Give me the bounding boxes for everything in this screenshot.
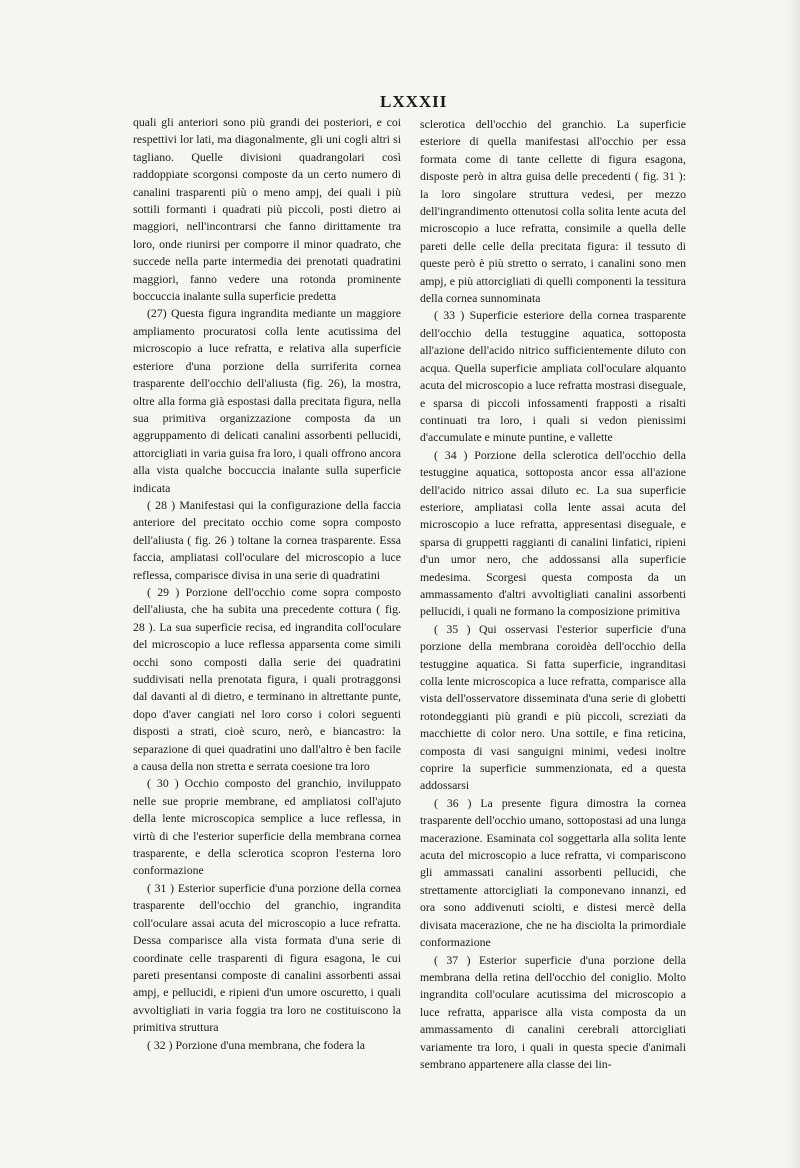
paragraph-28: ( 28 ) Manifestasi qui la configurazione della faccia anteriore del precitato occhio come sopra composto dell'aliusta ( fig. 26 ) toltane la cornea trasparente. Essa faccia, ampliatasi coll'oculare del microscopio a luce reflessa, comparisce divisa in una serie di quadratini xyxy=(133,497,401,582)
paragraph-31: ( 31 ) Esterior superficie d'una porzione della cornea trasparente dell'occhio del granchio, ingrandita coll'oculare assai acuta del microscopio a luce refratta. Dessa comparisce alla vista formata d'una serie di coordinate celle trasparenti di figura esagona, le cui pareti presentansi composte di canalini assorbenti assai ampj, e pellucidi, e ripieni d'un umore oscuretto, i quali avvoltigliati in varia foggia tra loro ne costituiscono la primitiva struttura xyxy=(133,880,401,1035)
paragraph-32-start: ( 32 ) Porzione d'una membrana, che fodera la xyxy=(147,1037,365,1052)
paragraph-36: ( 36 ) La presente figura dimostra la cornea trasparente dell'occhio umano, sottopostasi ad una lunga macerazione. Esaminata col soggettarla alla solita lente acuta del microscopio a luce refratta, vi compariscono gli ammassati canalini assorbenti pellucidi, che strettamente attorcigliati la componevano innanzi, ed ora sono addivenuti sciolti, e distesi mercè della divisata macerazione, che ne ha disciolta la primordiale conformazione xyxy=(420,795,686,950)
paragraph-29: ( 29 ) Porzione dell'occhio come sopra composto dell'aliusta, che ha subita una precedente cottura ( fig. 28 ). La sua superficie recisa, ed ingrandita coll'oculare del microscopio a luce reflessa apparsenta come simili occhi sono composti dalla serie dei quadratini suddivisati nella prenotata figura, i quali protraggonsi dal davanti al di dietro, e terminano in altrettante punte, dopo d'aver cangiati nel loro corso i colori seguenti disposti a strati, cioè scuro, nerò, e biancastro: la separazione di quei quadratini uno dall'altro è ben facile a causa della non stretta e serrata coesione tra loro xyxy=(133,584,401,774)
page-number: LXXXII xyxy=(380,92,448,111)
paragraph-26-continued: quali gli anteriori sono più grandi dei posteriori, e coi respettivi lor lati, ma diagonalmente, gli uni cogli altri si tagliano. Quelle divisioni quadrangolari così raddoppiate scorgonsi composte da un certo numero di canalini trasparenti più o meno ampj, dei quali i più sottili formanti i quadrati più piccoli, posti dietro ai maggiori, nell'incontrarsi che fanno dirittamente tra loro, onde riunirsi per comporre il minor quadrato, che succede nella parte intermedia dei prenotati quadratini maggiori, fanno vedere una rotonda prominente boccuccia inalante sulla superficie predetta xyxy=(133,115,401,304)
paragraph-27: (27) Questa figura ingrandita mediante un maggiore ampliamento procuratosi colla lente acutissima del microscopio a luce refratta, e relativa alla superficie esteriore d'una porzione della surriferita cornea trasparente dell'occhio dell'aliusta (fig. 26), la mostra, oltre alla forma già espostasi dalla precitata figura, nella sua primitiva organizzazione composta da un aggruppamento di delicati canalini assorbenti pellucidi, attorcigliati in varia guisa fra loro, i quali offrono ancora alla vista qualche boccuccia inalante sulla superficie indicata xyxy=(133,306,401,495)
left-column xyxy=(133,114,401,1054)
paragraph-32-continued: sclerotica dell'occhio del granchio. La superficie esteriore di quella manifestasi all'occhio per essa formata come di tante cellette di figura esagona, disposte però in altra guisa delle precedenti ( fig. 31 ): la loro singolare struttura vedesi, per mezzo dell'ingrandimento ottenutosi colla solita lente acuta del microscopio a luce refratta, consimile a quella delle pareti delle celle della precitata figura: il tessuto di queste però è più stretto o serrato, i canalini sono men ampj, e più attorcigliati di quelli componenti la tessitura della cornea sunnominata xyxy=(420,117,686,306)
page-edge-shadow xyxy=(786,0,800,1168)
right-column xyxy=(420,116,686,1073)
paragraph-33: ( 33 ) Superficie esteriore della cornea trasparente dell'occhio della testuggine aquatica, sottoposta all'azione dell'acido nitrico sufficientemente diluto con acqua. Quella superficie ampliata coll'oculare alquanto acuta del microscopio a luce refratta mostrasi diseguale, e sparsa di piccoli infossamenti frapposti a risalti continuati tra loro, i quali si vedon pienissimi d'accumulate e minute puntine, e vallette xyxy=(420,308,686,445)
paragraph-34: ( 34 ) Porzione della sclerotica dell'occhio della testuggine aquatica, sottoposta ancor essa all'azione dell'acido nitrico assai diluto ec. La sua superficie esteriore, ampliatasi colla lente assai acuta del microscopio a luce refratta, appresentasi diseguale, e sparsa di gruppetti raggianti di canalini linfatici, ripieni d'un umor nero, che addossansi alla superficie medesima. Scorgesi questa composta da un ammassamento d'altri avvoltigliati canalini assorbenti pellucidi, i quali ne formano la composizione primitiva xyxy=(420,447,686,619)
paragraph-30: ( 30 ) Occhio composto del granchio, inviluppato nelle sue proprie membrane, ed ampliatosi coll'ajuto della lente microscopica semplice a luce reflessa, in virtù di che l'esterior superficie della membrana cornea trasparente, e della sclerotica scopron l'esterna loro conformazione xyxy=(133,776,401,878)
paragraph-37: ( 37 ) Esterior superficie d'una porzione della membrana della retina dell'occhio del coniglio. Molto ingrandita coll'oculare acutissima del microscopio a luce refratta, apparisce alla vista composta da un ammassamento di canalini cerebrali attorcigliati variamente tra loro, i quali in questa specie d'animali sembrano appartenere alla classe dei lin- xyxy=(420,952,686,1071)
paragraph-35: ( 35 ) Qui osservasi l'esterior superficie d'una porzione della membrana coroidèa dell'occhio della testuggine aquatica. Si fatta superficie, ingranditasi colla lente microscopica a luce refratta, comparisce alla vista dell'osservatore disseminata d'una serie di globetti rotondeggianti più grandi e più piccoli, screziati da macchiette di color nero. Una sottile, e fina reticina, composta di vasi sanguigni minimi, vedesi inoltre coprire la superficie summenzionata, ed a questa addossarsi xyxy=(420,621,686,793)
